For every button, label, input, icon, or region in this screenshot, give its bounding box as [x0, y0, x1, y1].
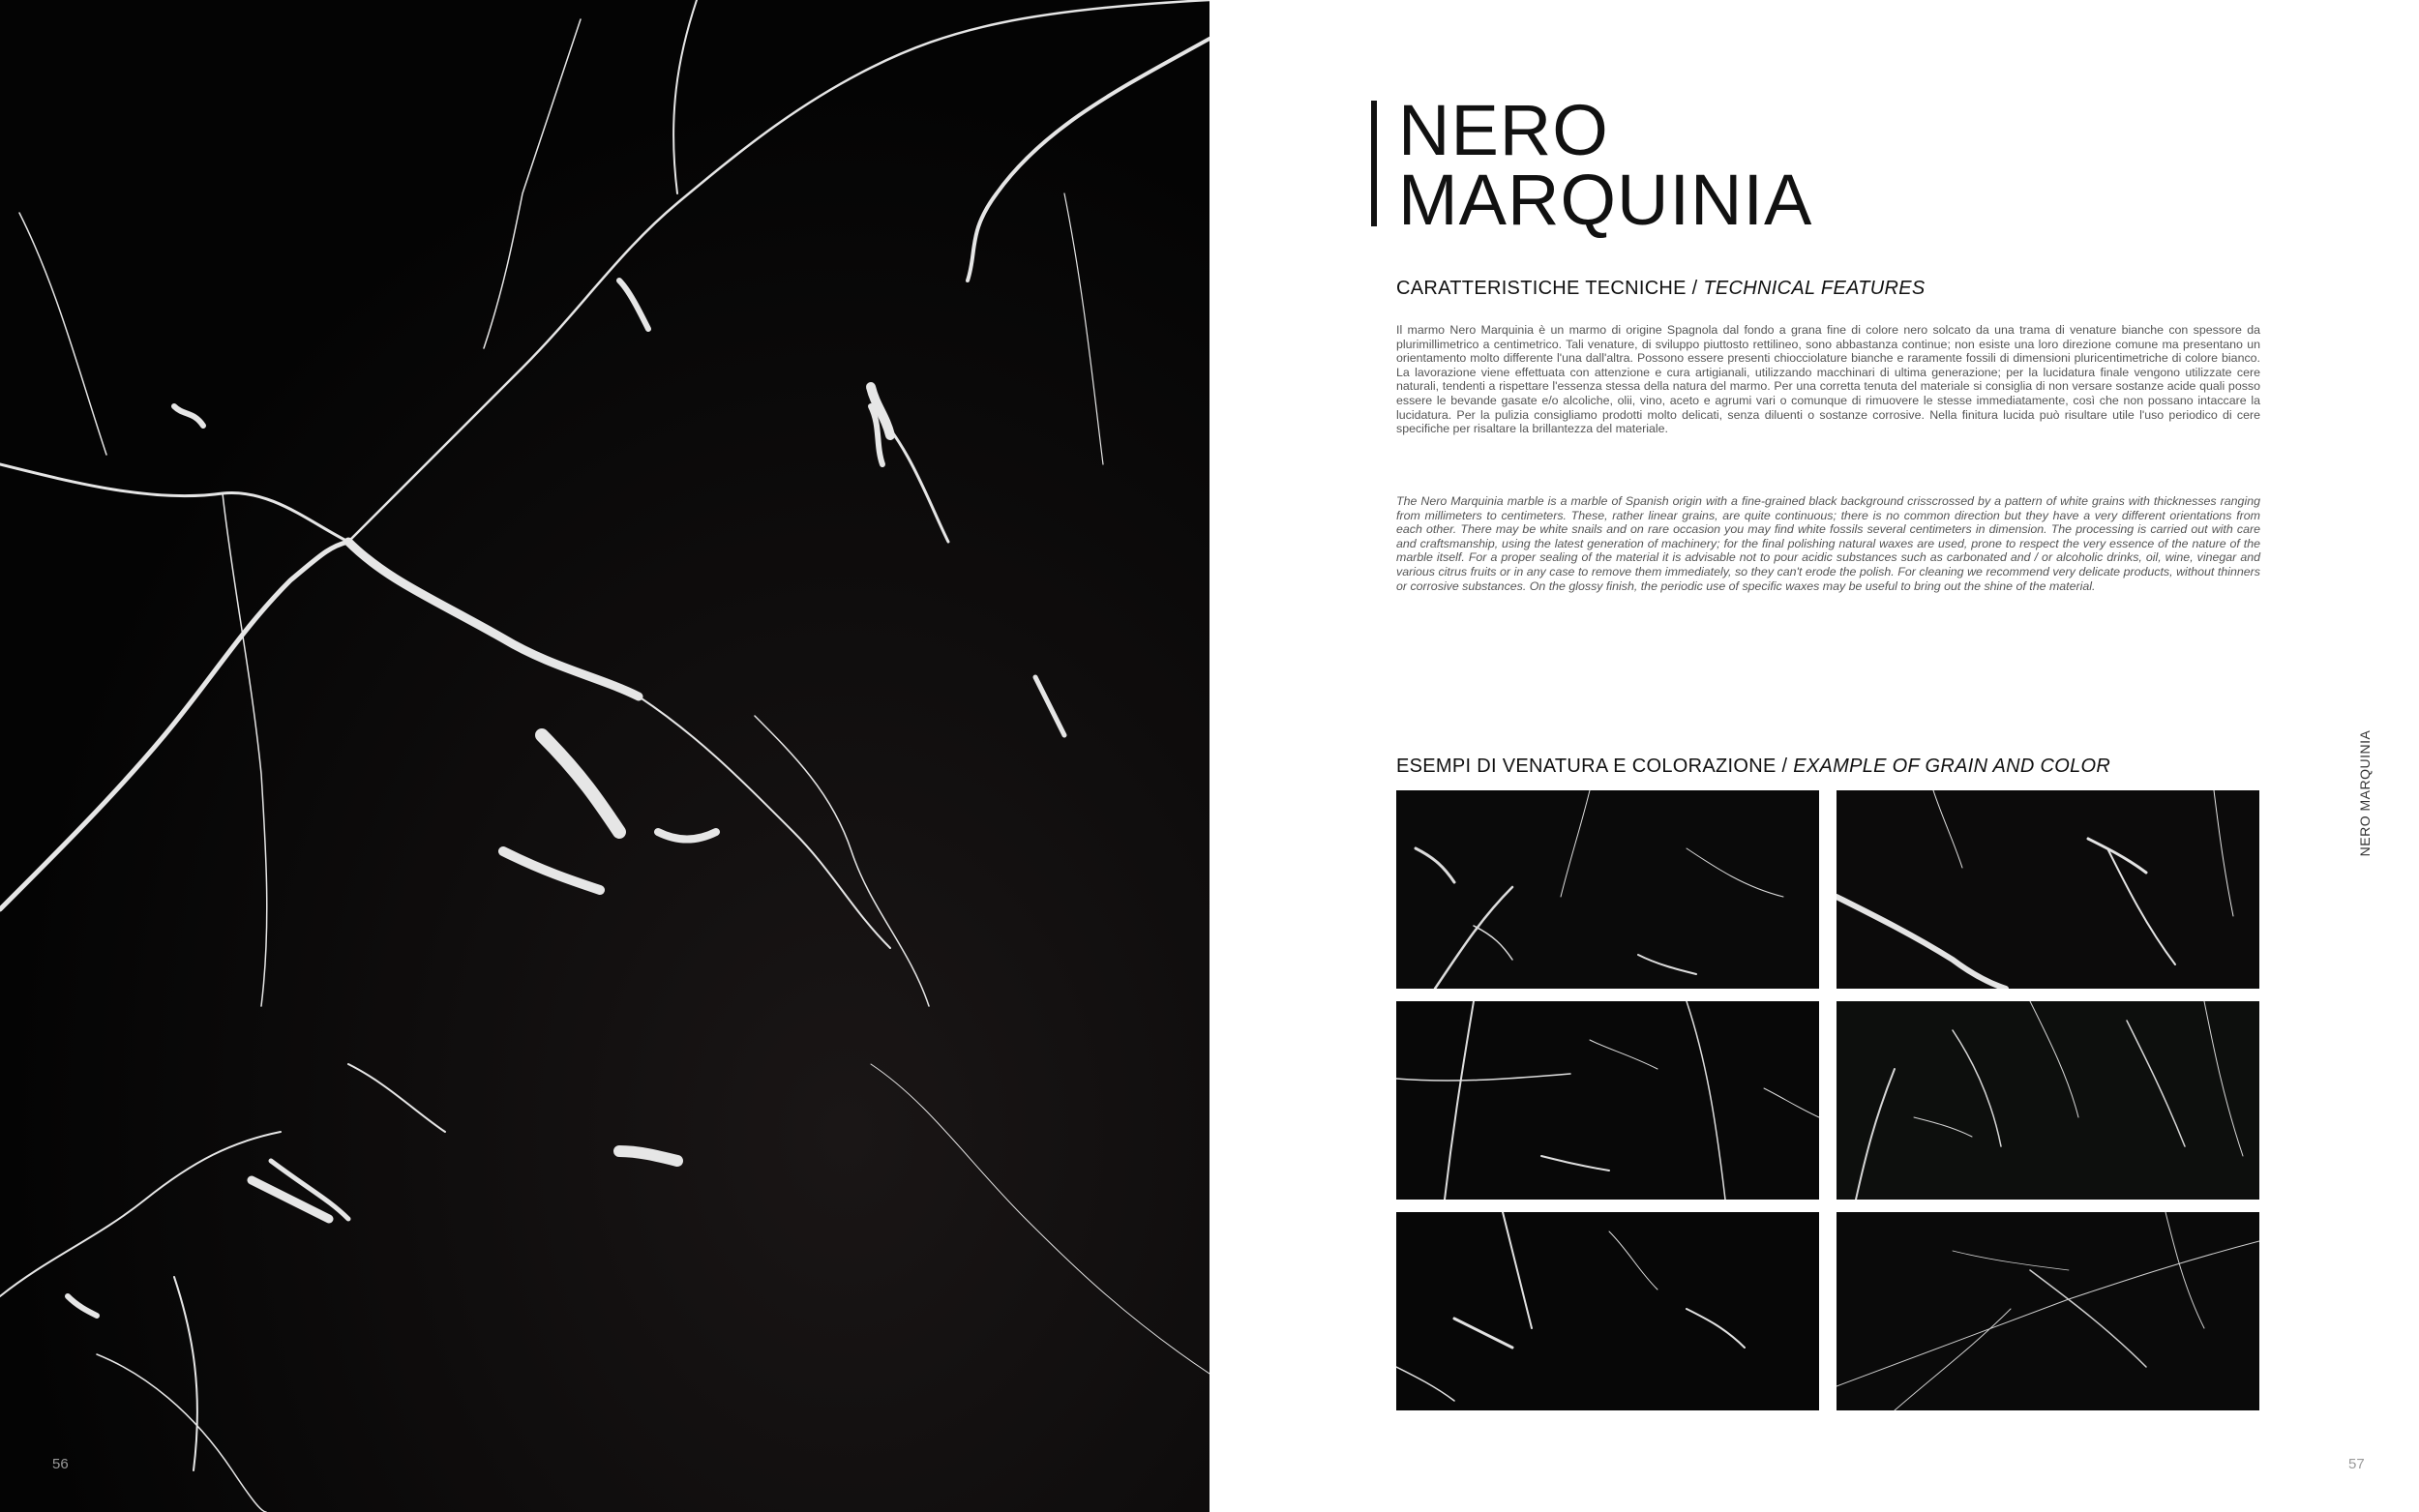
marble-swatch-6 — [1837, 1212, 2259, 1410]
page-number-right: 57 — [2348, 1456, 2365, 1472]
grain-heading-en: EXAMPLE OF GRAIN AND COLOR — [1793, 756, 2111, 777]
technical-heading-it: CARATTERISTICHE TECNICHE / — [1396, 278, 1704, 299]
page-number-left: 56 — [52, 1456, 69, 1472]
marble-swatch-1 — [1396, 790, 1819, 989]
side-label-text: NERO MARQUINIA — [2357, 729, 2373, 857]
page-title-line-2: MARQUINIA — [1398, 160, 1813, 240]
grain-heading-it: ESEMPI DI VENATURA E COLORAZIONE / — [1396, 756, 1794, 777]
technical-features-heading — [1396, 278, 1926, 300]
title-accent-bar — [1371, 101, 1377, 226]
marble-swatch-3 — [1396, 1001, 1819, 1200]
marble-swatch-5 — [1396, 1212, 1819, 1410]
marble-swatch-4 — [1837, 1001, 2259, 1200]
description-english: The Nero Marquinia marble is a marble of Spanish origin with a fine-grained black background crisscrossed by a pattern of white grains with thicknesses ranging from millimeters to centimeters. These, rather linear grains, are quite continuous; there is no common direction but they have a very different orientations from each other. There may be white snails and on rare occasion you may find white fossils several centimeters in dimension. The processing is carried out with care and craftsmanship, using the latest generation of machinery; for the final polishing natural waxes are used, prone to respect the very essence of the nature of the marble itself. For a proper sealing of the material it is advisable not to pour acidic substances such as carbonated and / or alcoholic drinks, oil, wine, vinegar and various citrus fruits or in any case to remove them immediately, so they can't erode the polish. For cleaning we recommend very delicate products, without thinners or corrosive substances. On the glossy finish, the periodic use of specific waxes may be useful to bring out the shine of the material. — [1396, 494, 2260, 593]
grain-examples-heading — [1396, 756, 2110, 778]
side-running-title — [2357, 697, 2373, 890]
marble-swatch-2 — [1837, 790, 2259, 989]
right-page — [1210, 0, 2419, 1512]
page-title-line-1: NERO — [1398, 90, 1609, 170]
technical-heading-en: TECHNICAL FEATURES — [1703, 278, 1926, 299]
description-italian: Il marmo Nero Marquinia è un marmo di origine Spagnola dal fondo a grana fine di colore nero solcato da una trama di venature bianche con spessore da plurimillimetrico a centimetrico. Tali venature, di sviluppo piuttosto rettilineo, sono abbastanza continue; non esiste una loro direzione comune ma presentano un orientamento molto differente l'una dall'altra. Possono essere presenti chiocciolature bianche e raramente fossili di dimensioni pluricentimetriche di colore bianco. La lavorazione viene effettuata con attenzione e cura artigianali, utilizzando macchinari di ultima generazione; per la lucidatura finale vengono utilizzate cere naturali, tendenti a rispettare l'essenza stessa della natura del marmo. Per una corretta tenuta del materiale si consiglia di non versare sostanze acide quali posso essere le bevande gasate e/o alcoliche, olii, vino, aceto e agrumi vari o comunque di rimuovere le stesse immediatamente, così che non possano intaccare la lucidatura. Per la pulizia consigliamo prodotti molto delicati, senza diluenti o sostanze corrosive. Nella finitura lucida può risultare utile l'uso periodico di cere specifiche per risaltare la brillantezza del materiale. — [1396, 323, 2260, 436]
